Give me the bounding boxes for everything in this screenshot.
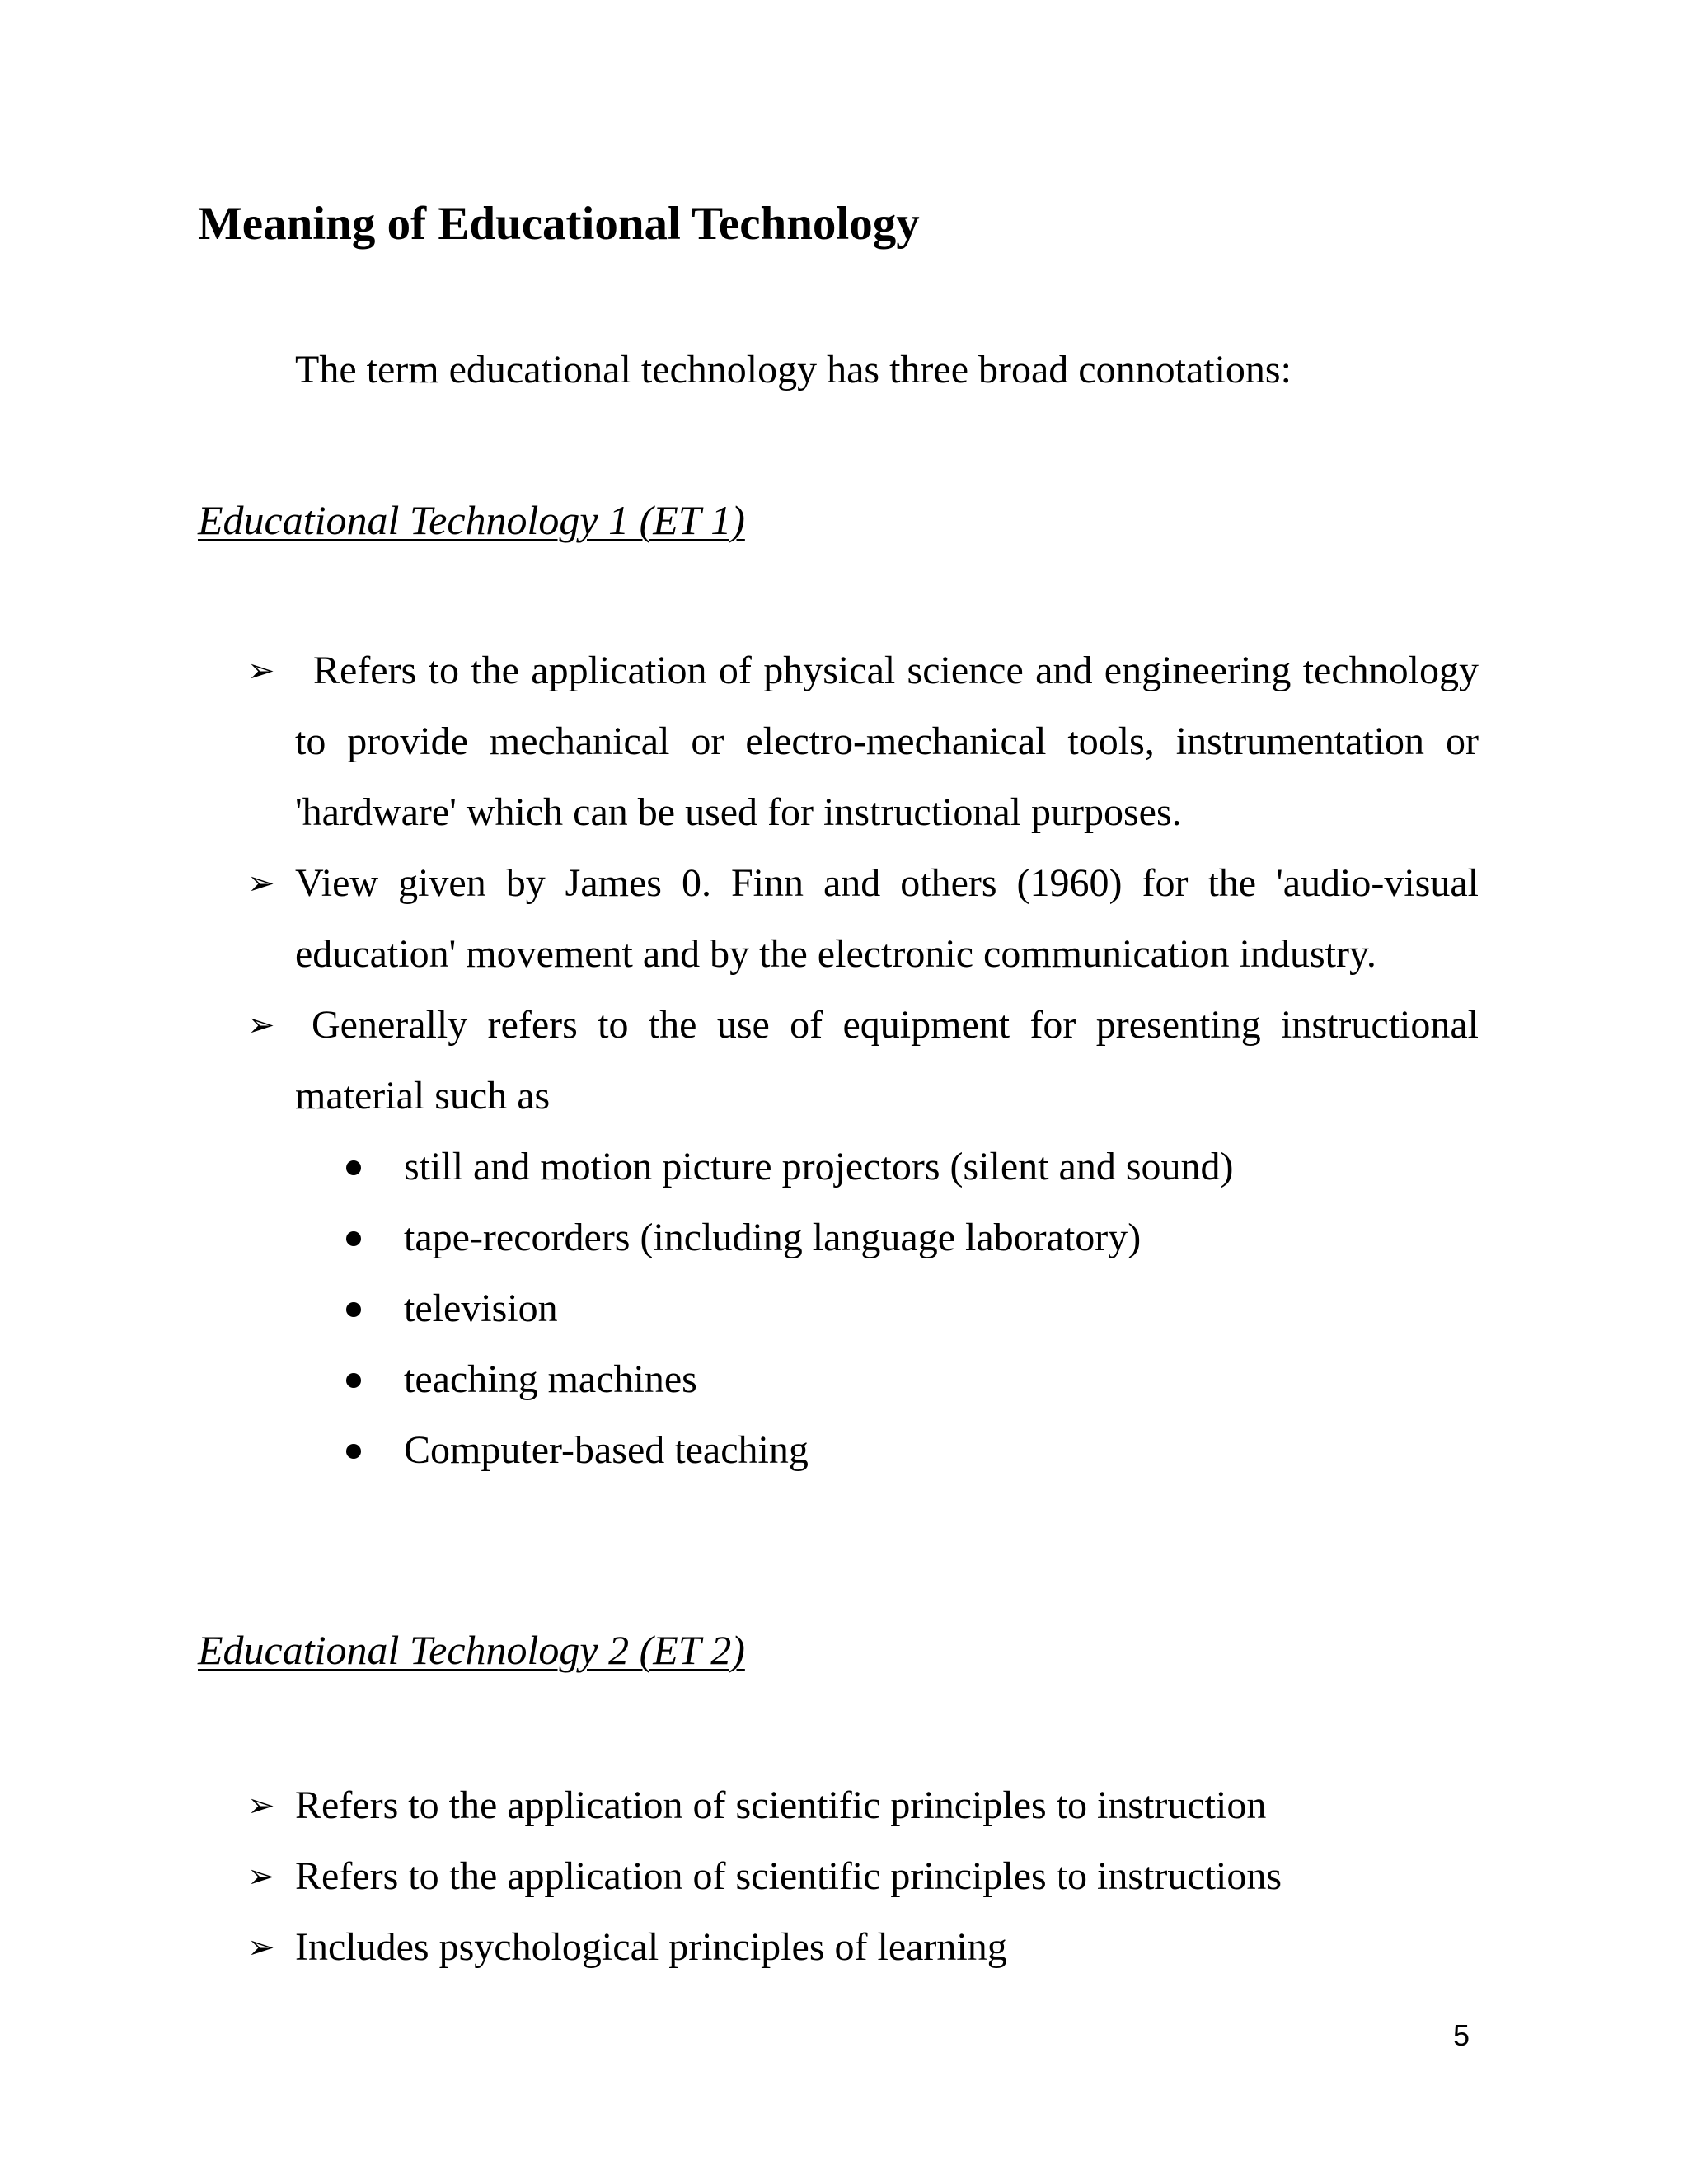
list-item xyxy=(247,635,1479,848)
point-text: Refers to the application of scientific principles to instruction xyxy=(295,1783,1267,1827)
sub-point-text: teaching machines xyxy=(404,1357,697,1401)
list-item xyxy=(247,848,1479,990)
list-item xyxy=(295,1344,1479,1415)
sub-point-text: tape-recorders (including language laboratory) xyxy=(404,1216,1142,1259)
list-item xyxy=(295,1415,1479,1486)
arrow-bullet-icon: ➢ xyxy=(247,1787,275,1825)
bullet-dot-icon xyxy=(346,1373,361,1388)
et1-point-list xyxy=(247,635,1479,1486)
bullet-dot-icon xyxy=(346,1231,361,1246)
point-text: Refers to the application of scientific principles to instructions xyxy=(295,1854,1282,1898)
bullet-dot-icon xyxy=(346,1302,361,1317)
list-item xyxy=(247,990,1479,1486)
arrow-bullet-icon: ➢ xyxy=(247,865,275,902)
sub-point-text: television xyxy=(404,1286,558,1330)
arrow-bullet-icon: ➢ xyxy=(247,1858,275,1896)
bullet-dot-icon xyxy=(346,1444,361,1459)
section-heading-et1: Educational Technology 1 (ET 1) xyxy=(198,497,745,543)
section-heading-et2: Educational Technology 2 (ET 2) xyxy=(198,1627,745,1673)
page-number: 5 xyxy=(1453,2018,1470,2052)
list-item xyxy=(247,1912,1479,1983)
point-text: Generally refers to the use of equipment for presenting instructional material such as xyxy=(295,1003,1479,1118)
arrow-bullet-icon: ➢ xyxy=(247,652,275,690)
arrow-bullet-icon: ➢ xyxy=(247,1929,275,1966)
sub-point-text: still and motion picture projectors (silent and sound) xyxy=(404,1145,1234,1188)
list-item xyxy=(295,1132,1479,1202)
bullet-dot-icon xyxy=(346,1160,361,1175)
list-item xyxy=(247,1841,1479,1912)
page-title: Meaning of Educational Technology xyxy=(198,198,920,250)
arrow-bullet-icon: ➢ xyxy=(247,1006,275,1044)
intro-paragraph: The term educational technology has three broad connotations: xyxy=(295,348,1292,391)
point-text: View given by James 0. Finn and others (1960) for the 'audio-visual education' movement and by the electronic communication industry. xyxy=(295,861,1479,976)
et2-point-list xyxy=(247,1770,1479,1983)
point-text: Includes psychological principles of learning xyxy=(295,1925,1007,1969)
list-item xyxy=(295,1273,1479,1344)
point-text: Refers to the application of physical science and engineering technology to provide mechanical or electro-mechanical tools, instrumentation or 'hardware' which can be used for instructional purposes. xyxy=(295,649,1479,834)
list-item xyxy=(295,1202,1479,1273)
sub-point-text: Computer-based teaching xyxy=(404,1428,809,1472)
list-item xyxy=(247,1770,1479,1841)
equipment-sub-list xyxy=(295,1132,1479,1486)
